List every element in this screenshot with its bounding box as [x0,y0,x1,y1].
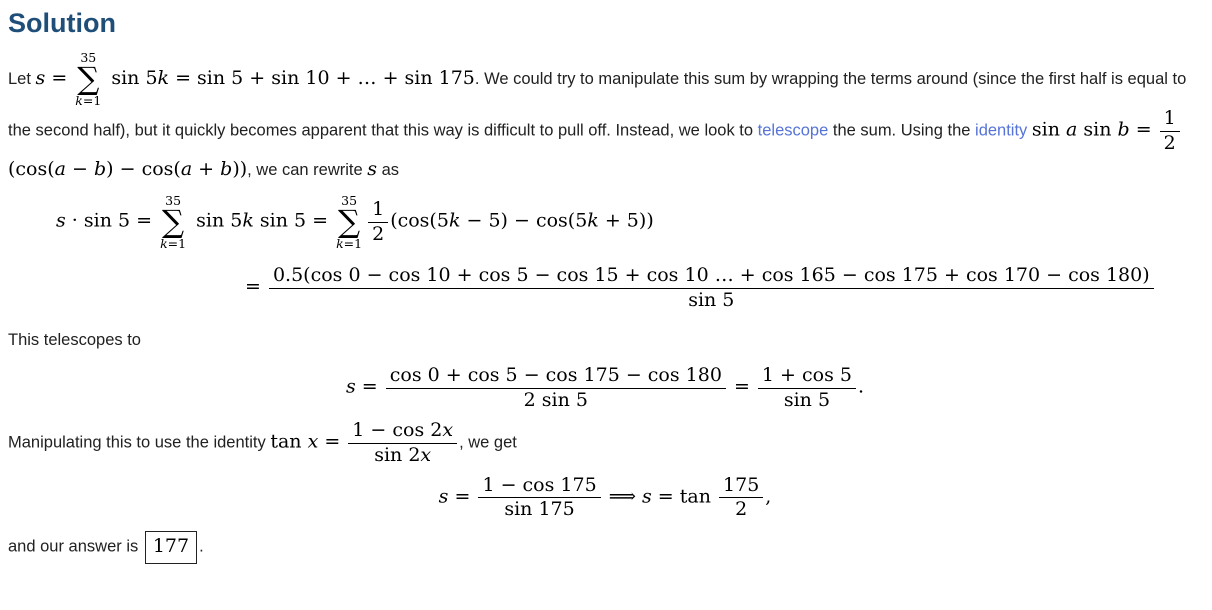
math-roman: 2 sin 5 [523,389,588,412]
math-roman: + 5)) [598,209,654,232]
sum-lower-limit [160,237,186,251]
math-variable: s [642,485,652,508]
math-variable: s [56,209,66,232]
math-roman: = [727,375,756,398]
fraction-numerator [1160,108,1180,132]
math-variable: k [242,209,254,232]
math-roman: sin 5 [688,288,735,311]
math-variable: k [336,236,344,252]
math-roman: · sin 5 = [65,209,159,232]
text-run: Let [8,69,36,88]
math-roman: =1 [167,236,187,252]
paragraph-answer [8,531,1202,563]
math-roman: . [857,375,865,398]
math-variable: k [587,209,599,232]
sum-upper-limit: 35 [80,50,97,65]
math-roman: sin 2 [374,443,421,466]
fraction-denominator [1160,132,1180,155]
math-roman: 2 [1163,131,1176,154]
fraction-denominator [719,498,763,521]
fraction-denominator [386,389,726,412]
math-roman: = [318,430,347,453]
math-roman: 1 − cos 2 [352,418,443,441]
display-equation-2 [8,365,1202,412]
page-title: Solution [8,8,116,38]
math-variable: b [93,157,107,180]
sigma-icon: ∑ [77,60,100,97]
math-fraction [478,475,600,522]
text-run: . We could try to manipulate this sum by wrapping the terms around (since the first half is equal to the second half), but it quickly becomes apparent that this way is difficult to pull off. Instead, we look to [8,69,1187,140]
fraction-numerator [269,265,1154,289]
math-variable: a [1066,118,1078,141]
math-roman: =1 [82,93,102,109]
paragraph-telescopes: This telescopes to [8,330,141,349]
summation [336,194,362,251]
fraction-numerator [478,475,600,499]
fraction-denominator [348,444,457,467]
math-variable: a [180,157,193,180]
math-variable: k [75,93,83,109]
sum-lower-limit [75,94,101,108]
math-fraction [368,199,388,246]
solution-article [8,8,1202,564]
fraction-numerator [758,365,856,389]
fraction-denominator [368,223,388,246]
math-variable: k [448,209,461,232]
sum-upper-limit: 35 [341,193,358,209]
math-roman: =1 [343,236,363,252]
math-roman: − [65,157,94,180]
math-roman: ⟹ [602,485,642,508]
math-roman: = [45,66,74,89]
fraction-numerator [719,475,763,499]
sigma-icon: ∑ [162,203,185,240]
fraction-numerator [386,365,726,389]
math-variable: x [442,418,454,441]
display-equation-3 [8,475,1202,522]
math-variable: s [438,485,449,508]
display-equation-1 [8,194,1202,312]
math-variable: x [307,430,319,453]
math-roman: = sin 5 + sin 10 + … + sin 175 [169,66,475,89]
math-roman: 1 [1163,106,1176,129]
text-run: Manipulating this to use the identity [8,433,271,452]
text-run: . [199,537,204,556]
summation [160,194,186,251]
math-roman: sin 5 [783,389,831,412]
math-roman: = tan [651,485,718,508]
math-roman: cos 0 + cos 5 − cos 175 − cos 180 [389,364,722,387]
math-roman: sin 5 [190,209,243,232]
math-roman: sin [1077,118,1118,141]
math-roman: + [192,157,221,180]
math-roman: (cos( [8,157,55,180]
text-run: , we get [459,433,517,452]
math-fraction [1160,108,1180,155]
math-variable: b [220,157,233,180]
math-roman: 175 [723,473,760,496]
math-fraction [386,365,726,412]
math-fraction [269,265,1154,312]
sum-upper-limit: 35 [165,193,182,209]
math-roman: 1 − cos 175 [482,473,597,496]
math-fraction [348,420,457,467]
math-roman: − 5) − cos(5 [460,209,588,232]
sigma-icon: ∑ [338,203,361,240]
math-roman: 1 [372,198,385,221]
math-variable: k [160,236,168,252]
math-roman: ) − cos( [106,157,181,180]
math-roman: , [765,485,772,508]
text-run: , we can rewrite [247,160,368,179]
text-run: as [377,160,400,179]
math-variable: k [157,66,170,89]
math-roman: tan [270,430,308,453]
math-fraction [719,475,763,522]
math-roman: = [448,485,477,508]
math-roman: )) [232,157,248,180]
fraction-denominator [269,289,1154,312]
math-roman: (cos(5 [390,209,449,232]
paragraph-intro [8,51,1202,184]
answer-box [145,531,197,563]
paragraph-manipulating [8,420,1202,467]
summation [75,51,101,108]
fraction-numerator [368,199,388,223]
identity-link[interactable]: identity [975,121,1028,140]
math-roman: 0.5(cos 0 − cos 10 + cos 5 − cos 15 + cos 10 … + cos 165 − cos 175 + cos 170 − cos 180) [272,264,1150,286]
math-roman: 1 + cos 5 [761,364,852,387]
math-variable: b [1117,118,1130,141]
math-roman: 177 [152,535,190,558]
sum-lower-limit [336,237,362,251]
math-roman: sin 175 [504,498,575,521]
math-roman: 2 [735,498,748,521]
math-variable: s [345,375,356,398]
math-roman: sin 5 [105,66,158,89]
fraction-numerator [348,420,457,444]
text-run: and our answer is [8,537,143,556]
math-roman: = [355,375,384,398]
math-variable: x [420,443,432,466]
fraction-denominator [478,498,600,521]
text-run: the sum. Using the [828,121,976,140]
fraction-denominator [758,389,856,412]
math-roman: 2 [372,223,385,246]
math-variable: s [367,157,378,180]
telescope-link[interactable]: telescope [757,121,829,140]
equation-1-line-1 [56,194,1202,251]
math-roman: sin 5 = [253,209,335,232]
math-roman: sin [1031,118,1067,141]
math-fraction [758,365,856,412]
math-variable: s [35,66,46,89]
math-roman: = [1129,118,1158,141]
equation-1-line-2 [245,265,1202,312]
math-variable: a [54,157,66,180]
math-roman: = [245,275,267,298]
